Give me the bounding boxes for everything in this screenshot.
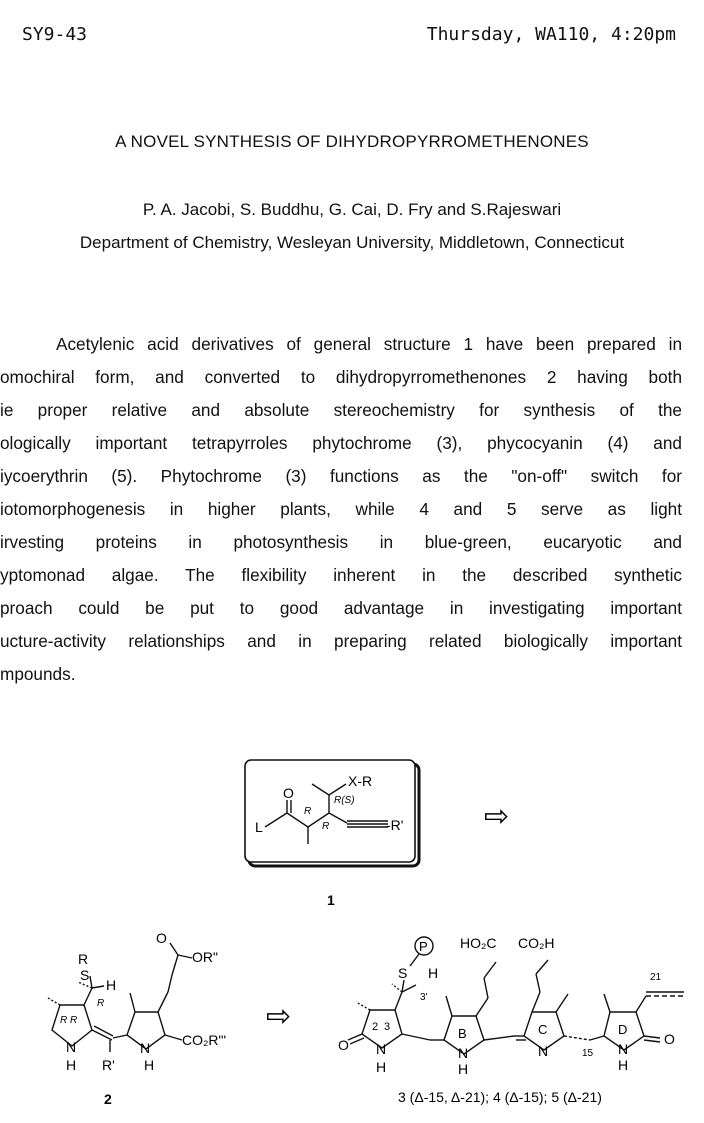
c1-stereo-rs: R(S): [334, 795, 355, 806]
c3-c2: 2: [372, 1021, 379, 1033]
c3-three-prime: 3': [420, 992, 428, 1003]
compound-3-structure: [348, 937, 684, 1054]
c3-n-d: N: [618, 1041, 629, 1057]
c2-stereo-r1: R: [97, 998, 105, 1009]
c3-n-b: N: [458, 1045, 469, 1061]
c2-n-left: N: [66, 1039, 77, 1055]
c3-c21: 21: [650, 972, 662, 983]
compound-1-label: 1: [327, 892, 335, 908]
c2-s: S: [80, 967, 90, 983]
abstract-line: Acetylenic acid derivatives of general structure 1 have been prepared in: [56, 334, 682, 354]
c3-ring-d: D: [618, 1022, 628, 1037]
c2-n-mid: N: [140, 1040, 151, 1056]
c3-s: S: [398, 965, 408, 981]
c2-stereo-r3: R: [70, 1015, 78, 1026]
compound-3-label: 3 (Δ-15, Δ-21); 4 (Δ-15); 5 (Δ-21): [398, 1089, 602, 1105]
c3-ring-b: B: [458, 1026, 467, 1041]
compound-1-structure: [245, 760, 419, 866]
c2-stereo-r2: R: [60, 1015, 68, 1026]
c2-r: R: [78, 951, 89, 967]
c1-leaving-group: L: [255, 819, 263, 835]
c3-h: H: [428, 965, 439, 981]
c2-ester-top-o: O: [156, 930, 167, 946]
c3-h-b: H: [458, 1061, 469, 1077]
c2-h-left: H: [66, 1057, 77, 1073]
c3-c15: 15: [582, 1048, 594, 1059]
c3-h-a: H: [376, 1059, 387, 1075]
abstract-line: ucture-activity relationships and in preparing related biologically important: [0, 631, 682, 651]
c2-h-mid: H: [144, 1057, 155, 1073]
c3-o-left: O: [338, 1037, 349, 1053]
abstract-line: mpounds.: [0, 664, 76, 684]
c1-stereo-r1: R: [304, 806, 312, 817]
c3-acid1: HO₂C: [460, 935, 497, 951]
c2-h: H: [106, 977, 117, 993]
abstract-line: iycoerythrin (5). Phytochrome (3) functions as the "on-off" switch for: [0, 466, 682, 486]
paper-title: A NOVEL SYNTHESIS OF DIHYDROPYRROMETHENONES: [115, 132, 589, 151]
session-info: Thursday, WA110, 4:20pm: [426, 24, 676, 45]
c1-terminal: -R': [386, 817, 404, 833]
abstract-line: ologically important tetrapyrroles phytochrome (3), phycocyanin (4) and: [0, 433, 682, 453]
abstract-line: yptomonad algae. The flexibility inherent in the described synthetic: [0, 565, 682, 585]
c3-n-a: N: [376, 1041, 387, 1057]
retro-arrow-1: ⇨: [484, 800, 510, 833]
c2-r-prime: R': [102, 1057, 115, 1073]
abstract-line: omochiral form, and converted to dihydropyrromethenones 2 having both: [0, 367, 682, 387]
abstract-code: SY9-43: [22, 24, 88, 45]
retro-arrow-2: ⇨: [266, 1000, 292, 1033]
affiliation: Department of Chemistry, Wesleyan University, Middletown, Connecticut: [79, 233, 625, 252]
author-list: P. A. Jacobi, S. Buddhu, G. Cai, D. Fry and S.Rajeswari: [142, 200, 562, 219]
c2-ester-top: OR": [192, 949, 218, 965]
c1-stereo-r2: R: [322, 821, 330, 832]
c1-oxygen: O: [283, 785, 294, 801]
c1-substituent: X-R: [348, 773, 373, 789]
abstract-body: [0, 328, 682, 691]
c3-c3: 3: [384, 1021, 391, 1033]
c3-n-c: N: [538, 1043, 549, 1059]
abstract-line: proach could be put to good advantage in investigating important: [0, 598, 682, 618]
compound-2-label: 2: [104, 1091, 112, 1107]
abstract-line: iotomorphogenesis in higher plants, while 4 and 5 serve as light: [0, 499, 682, 519]
c3-o-right: O: [664, 1031, 675, 1047]
c2-ester-right: CO₂R"': [182, 1032, 227, 1048]
abstract-line: irvesting proteins in photosynthesis in blue-green, eucaryotic and: [0, 532, 682, 552]
c3-h-d: H: [618, 1057, 629, 1073]
c3-ring-c: C: [538, 1022, 548, 1037]
c3-acid2: CO₂H: [518, 935, 555, 951]
reaction-scheme: [0, 740, 704, 1123]
compound-2-structure: [48, 943, 192, 1052]
c3-p: P: [419, 939, 428, 954]
abstract-line: ie proper relative and absolute stereochemistry for synthesis of the: [0, 400, 682, 420]
